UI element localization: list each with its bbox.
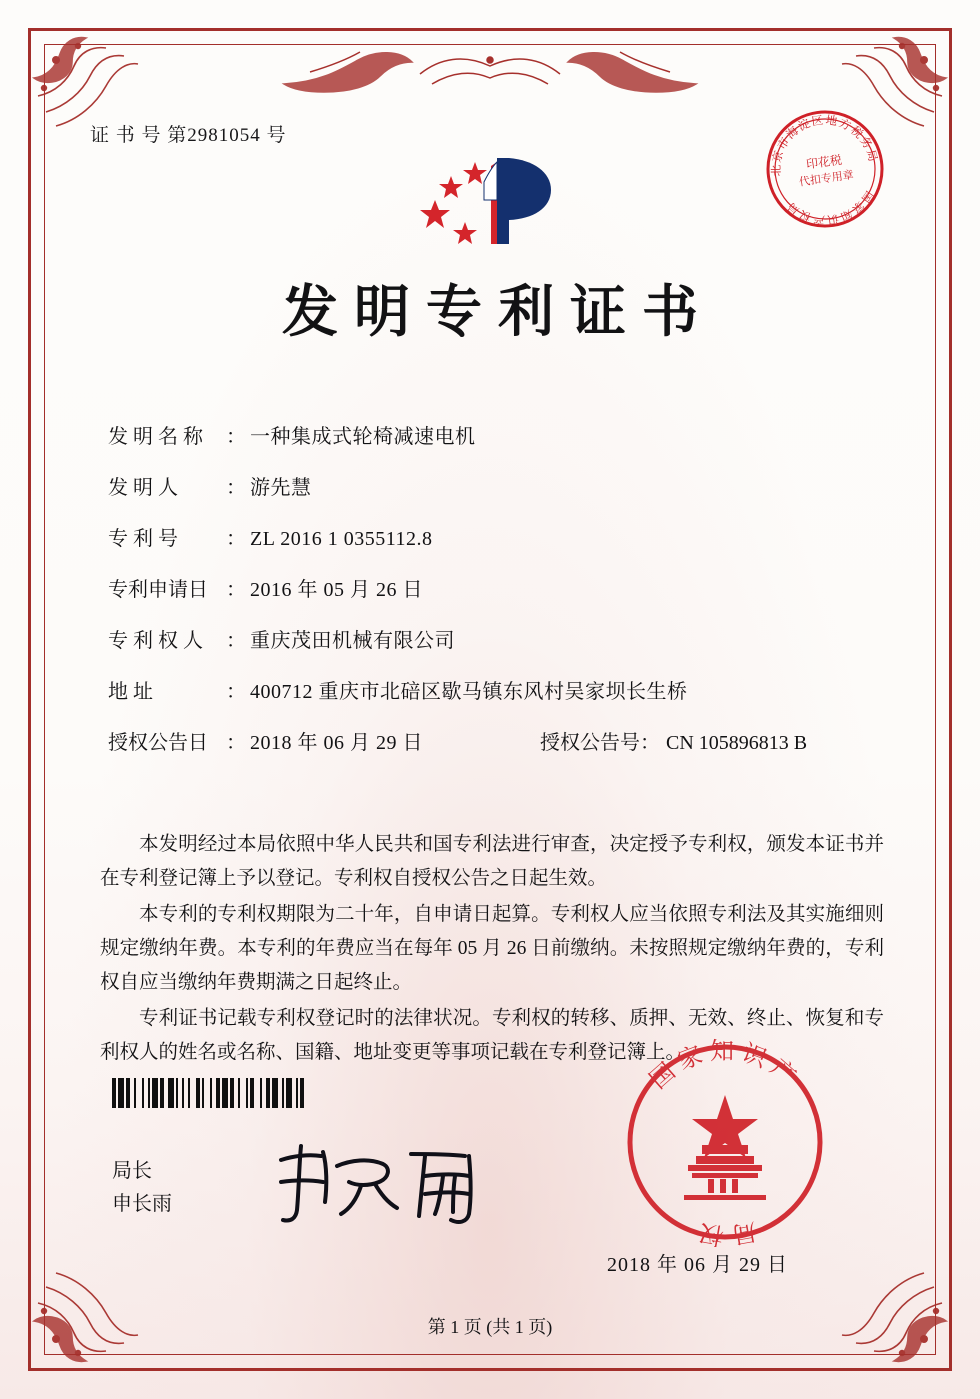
certificate-number: 证 书 号 第2981054 号 <box>90 125 287 146</box>
seal-date: 2018 年 06 月 29 日 <box>607 1254 788 1276</box>
tax-seal-stamp <box>762 106 888 232</box>
field-application-date <box>108 573 880 602</box>
field-colon: ： <box>226 630 246 652</box>
field-value: ZL 2016 1 0355112.8 <box>250 528 433 550</box>
field-value: 2016 年 05 月 26 日 <box>250 579 423 601</box>
svg-text:代扣专用章: 代扣专用章 <box>798 168 855 189</box>
paragraph-2: 本专利的专利权期限为二十年，自申请日起算。专利权人应当依照专利法及其实施细则规定缴纳年费。本专利的年费应当在每年 05 月 26 日前缴纳。未按照规定缴纳年费的，专利权自应当缴纳年费期满之日起终止。 <box>100 904 884 993</box>
field-colon: ： <box>226 426 246 448</box>
field-label: 专 利 号 <box>108 528 178 550</box>
svg-text:国家知识产: 国家知识产 <box>644 1037 806 1095</box>
director-name-label: 申长雨 <box>112 1193 172 1215</box>
director-handwritten-signature-icon <box>265 1136 515 1228</box>
field-value: 一种集成式轮椅减速电机 <box>250 426 476 448</box>
legal-text-body <box>100 828 884 1072</box>
barcode-bar <box>300 1078 304 1108</box>
field-sub-label: 授权公告号： <box>540 732 660 754</box>
field-patent-number <box>108 522 880 551</box>
field-colon: ： <box>226 528 246 550</box>
field-colon: ： <box>226 477 246 499</box>
paragraph-1: 本发明经过本局依照中华人民共和国专利法进行审查，决定授予专利权，颁发本证书并在专利登记簿上予以登记。专利权自授权公告之日起生效。 <box>100 834 884 889</box>
field-colon: ： <box>226 681 246 703</box>
field-sub-value: CN 105896813 B <box>666 732 808 754</box>
svg-text:印花税: 印花税 <box>805 152 843 172</box>
director-title-label: 局长 <box>112 1160 152 1182</box>
field-grant-announcement <box>108 726 880 755</box>
field-inventor <box>108 471 880 500</box>
svg-text:国家知识产权局: 国家知识产权局 <box>783 188 876 227</box>
field-label: 地 址 <box>108 681 153 703</box>
field-value: 游先慧 <box>250 477 312 499</box>
field-label: 发 明 人 <box>108 477 178 499</box>
certificate-barcode <box>112 1078 380 1108</box>
field-label: 专利申请日 <box>108 579 208 601</box>
page-title: 发明专利证书 <box>282 279 714 345</box>
certificate-fields <box>108 420 880 777</box>
svg-text:北京市海淀区地方税务局: 北京市海淀区地方税务局 <box>768 112 881 177</box>
cnipa-logo-icon <box>405 140 575 260</box>
field-colon: ： <box>226 732 246 754</box>
page-footer: 第 1 页 (共 1 页) <box>427 1317 553 1337</box>
field-value: 重庆茂田机械有限公司 <box>250 630 455 652</box>
field-value: 400712 重庆市北碚区歇马镇东风村吴家坝长生桥 <box>250 681 688 703</box>
paragraph-3: 专利证书记载专利权登记时的法律状况。专利权的转移、质押、无效、终止、恢复和专利权人的姓名或名称、国籍、地址变更等事项记载在专利登记簿上。 <box>100 1008 884 1063</box>
field-address <box>108 675 880 704</box>
field-invention-name <box>108 420 880 449</box>
field-label: 专 利 权 人 <box>108 630 203 652</box>
cnipa-official-red-seal <box>620 1037 830 1247</box>
svg-text:局权: 局权 <box>691 1217 759 1247</box>
top-ornament-icon <box>280 44 700 100</box>
field-label: 发 明 名 称 <box>108 426 203 448</box>
field-patentee <box>108 624 880 653</box>
field-label: 授权公告日 <box>108 732 208 754</box>
signature-block <box>112 1155 172 1221</box>
field-colon: ： <box>226 579 246 601</box>
field-value: 2018 年 06 月 29 日 <box>250 732 423 754</box>
